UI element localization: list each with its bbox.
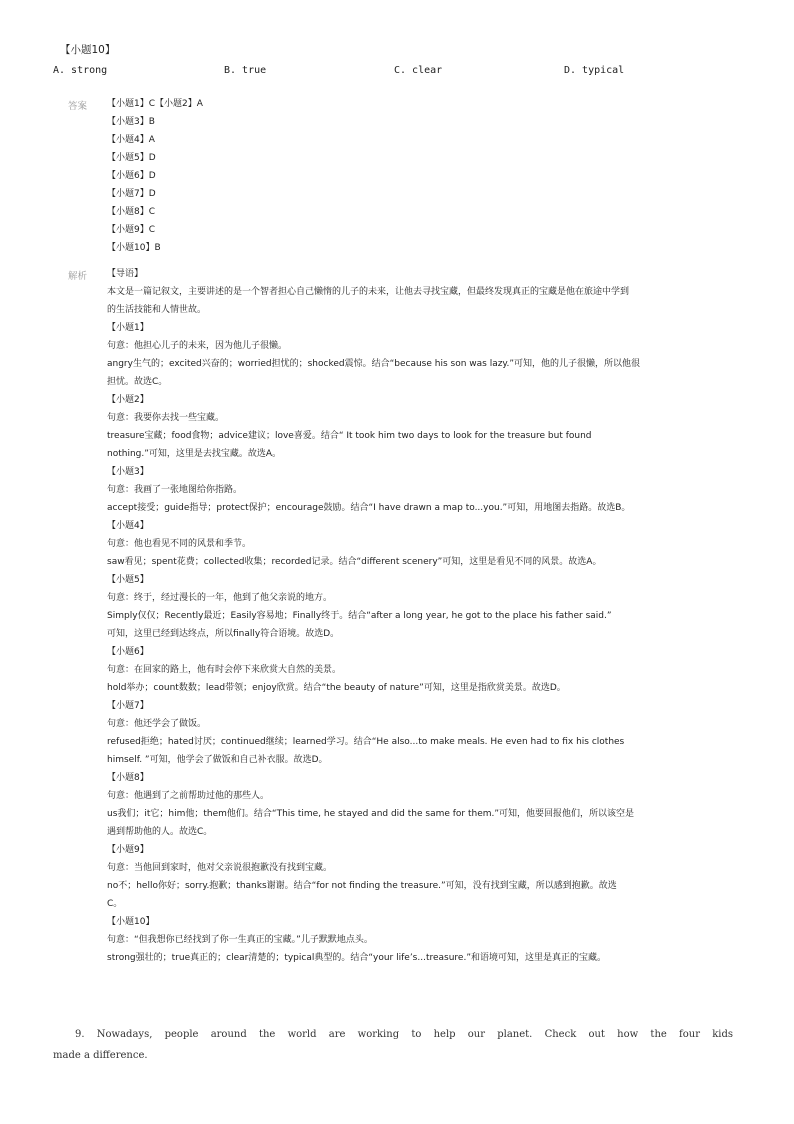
- explanation-line: 句意：“但我想你已经找到了你一生真正的宝藏。”儿子默默地点头。: [107, 935, 373, 945]
- explanation-line: Simply仅仅；Recently最近；Easily容易地；Finally终于。结合“after a long year, he got to the place his father said.”: [107, 611, 612, 621]
- answer-line: 【小题3】B: [107, 117, 155, 127]
- explanation-line: refused拒绝；hated讨厌；continued继续；learned学习。结合“He also...to make meals. He even had to fix his clothes: [107, 737, 625, 747]
- explanation-line: 【小题3】: [107, 467, 149, 477]
- explanation-line: strong强壮的；true真正的；clear清楚的；typical典型的。结合“your life’s...treasure.”和语境可知，这里是真正的宝藏。: [107, 953, 606, 963]
- explanation-line: 【小题10】: [107, 917, 155, 927]
- analysis-label: 解析: [68, 271, 88, 282]
- answer-options: [53, 65, 753, 79]
- explanation-line: 句意：他还学会了做饭。: [107, 719, 207, 729]
- explanation-line: C。: [107, 899, 123, 909]
- question-9-line: 9. Nowadays, people around the world are working to help our planet. Check out how the four kids: [75, 1029, 733, 1040]
- explanation-line: 可知，这里已经到达终点，所以finally符合语境。故选D。: [107, 629, 340, 639]
- answer-line: 【小题7】D: [107, 189, 156, 199]
- option-b[interactable]: B. true: [224, 65, 267, 76]
- explanation-line: 的生活技能和人情世故。: [107, 305, 207, 315]
- answer-line: 【小题8】C: [107, 207, 156, 217]
- explanation-line: 句意：我画了一张地图给你指路。: [107, 485, 243, 495]
- explanation-line: 遇到帮助他的人。故选C。: [107, 827, 213, 837]
- explanation-line: no不；hello你好；sorry.抱歉；thanks谢谢。结合“for not finding the treasure.”可知，没有找到宝藏，所以感到抱歉。故选: [107, 881, 617, 891]
- explanation-line: 【小题1】: [107, 323, 149, 333]
- explanation-line: 【小题8】: [107, 773, 149, 783]
- explanation-line: hold举办；count数数；lead带领；enjoy欣赏。结合“the beauty of nature”可知，这里是指欣赏美景。故选D。: [107, 683, 566, 693]
- answer-line: 【小题1】C【小题2】A: [107, 99, 203, 109]
- explanation-line: 句意：我要你去找一些宝藏。: [107, 413, 225, 423]
- answer-label: 答案: [68, 101, 88, 112]
- explanation-line: 【小题4】: [107, 521, 149, 531]
- explanation-line: treasure宝藏；food食物；advice建议；love喜爱。结合“ It took him two days to look for the treasure but found: [107, 431, 592, 441]
- answer-line: 【小题10】B: [107, 243, 161, 253]
- explanation-line: 句意：他也看见不同的风景和季节。: [107, 539, 252, 549]
- option-d[interactable]: D. typical: [564, 65, 625, 76]
- question-10-header: 【小题10】: [60, 44, 116, 56]
- explanation-line: 【导语】: [107, 269, 144, 279]
- explanation-line: accept接受；guide指导；protect保护；encourage鼓励。结合“I have drawn a map to...you.”可知，用地图去指路。故选B。: [107, 503, 631, 513]
- explanation-line: saw看见；spent花费；collected收集；recorded记录。结合“different scenery”可知，这里是看见不同的风景。故选A。: [107, 557, 602, 567]
- answer-line: 【小题6】D: [107, 171, 156, 181]
- explanation-line: 句意：当他回到家时，他对父亲说很抱歉没有找到宝藏。: [107, 863, 333, 873]
- explanation-line: 句意：在回家的路上，他有时会停下来欣赏大自然的美景。: [107, 665, 342, 675]
- explanation-line: 句意：终于，经过漫长的一年，他到了他父亲说的地方。: [107, 593, 333, 603]
- explanation-line: 担忧。故选C。: [107, 377, 168, 387]
- answer-line: 【小题9】C: [107, 225, 156, 235]
- explanation-line: 句意：他担心儿子的未来，因为他儿子很懒。: [107, 341, 288, 351]
- answer-line: 【小题4】A: [107, 135, 155, 145]
- explanation-line: 【小题5】: [107, 575, 149, 585]
- explanation-line: 【小题9】: [107, 845, 149, 855]
- explanation-line: 句意：他遇到了之前帮助过他的那些人。: [107, 791, 270, 801]
- explanation-line: 【小题2】: [107, 395, 149, 405]
- answer-line: 【小题5】D: [107, 153, 156, 163]
- explanation-line: angry生气的；excited兴奋的；worried担忧的；shocked震惊。结合“because his son was lazy.”可知，他的儿子很懒，所以他很: [107, 359, 640, 369]
- option-c[interactable]: C. clear: [394, 65, 443, 76]
- option-a[interactable]: A. strong: [53, 65, 108, 76]
- question-9-line: made a difference.: [53, 1050, 148, 1061]
- explanation-line: us我们；it它；him他；them他们。结合“This time, he stayed and did the same for them.”可知，他要回报他们，所以该空是: [107, 809, 635, 819]
- explanation-line: 【小题7】: [107, 701, 149, 711]
- explanation-line: 【小题6】: [107, 647, 149, 657]
- explanation-block: [107, 267, 732, 969]
- answer-list: [107, 97, 203, 259]
- explanation-line: himself. ”可知，他学会了做饭和自己补衣服。故选D。: [107, 755, 328, 765]
- question-9-prompt: [53, 1024, 733, 1066]
- explanation-line: 本文是一篇记叙文，主要讲述的是一个智者担心自己懒惰的儿子的未来，让他去寻找宝藏，但最终发现真正的宝藏是他在旅途中学到: [107, 287, 630, 297]
- explanation-line: nothing.”可知，这里是去找宝藏。故选A。: [107, 449, 282, 459]
